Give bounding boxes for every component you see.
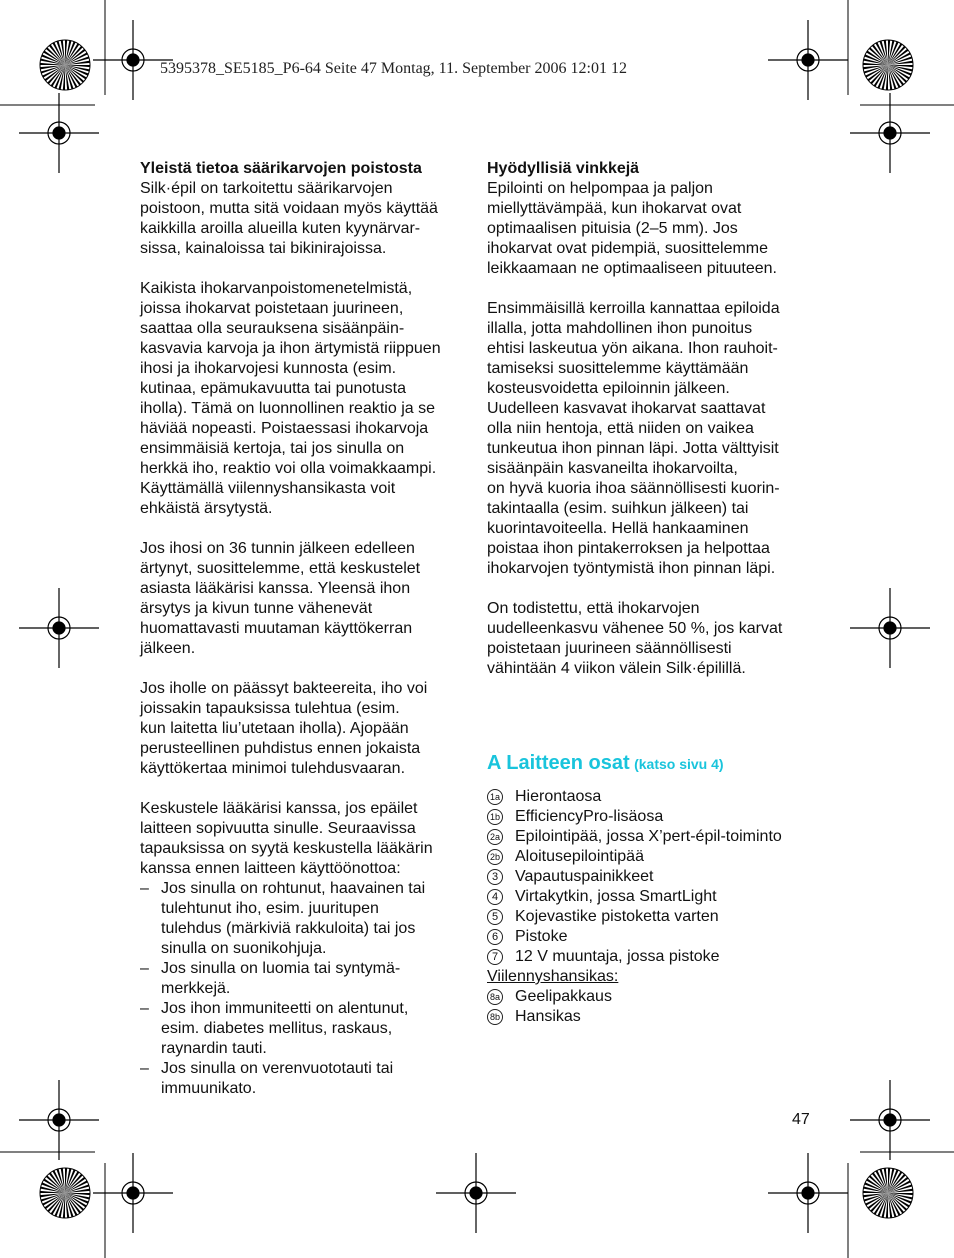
part-number-icon: 7: [487, 949, 503, 965]
bacteria-paragraph: Jos iholle on päässyt bakteereita, iho voi joissakin tapauksissa tulehtua (esim. kun laitetta liu’utetaan iholla). Ajopään perusteellinen puhdistus ennen jokaista käyttökertaa minimoi tulehdusvaaran.: [140, 680, 428, 777]
doctor-paragraph: Jos ihosi on 36 tunnin jälkeen edelleen ärtynyt, suosittelemme, että keskustelet asiasta lääkärisi kanssa. Yleensä ihon ärsytys ja kivun tunne vähenevät huomattavasti muutaman käyttökerran jälkeen.: [140, 540, 421, 657]
part-number-icon: 4: [487, 889, 503, 905]
tips-paragraph: Epilointi on helpompaa ja paljon miellyttävämpää, kun ihokarvat ovat optimaalisen pituisia (2–5 mm). Jos ihokarvat ovat pidempiä, suosittelemme leikkaamaan ne optimaaliseen pituuteen.: [487, 180, 777, 277]
registration-mark-icon: [850, 588, 930, 668]
part-number-icon: 8a: [487, 989, 503, 1005]
list-item: 7 12 V muuntaja, jossa pistoke: [487, 947, 782, 967]
part-number-icon: 1b: [487, 809, 503, 825]
part-number-icon: 8b: [487, 1009, 503, 1025]
cooling-glove-label: Viilennyshansikas:: [487, 968, 619, 985]
list-item: 8a Geelipakkaus: [487, 987, 782, 1007]
registration-mark-icon: [850, 1080, 930, 1160]
list-item: 4 Virtakytkin, jossa SmartLight: [487, 887, 782, 907]
registration-mark-icon: [436, 1153, 516, 1233]
regrowth-paragraph: On todistettu, että ihokarvojen uudelleenkasvu vähenee 50 %, jos karvat poistetaan juurineen säännöllisesti vähintään 4 viikon välein Silk·épilillä.: [487, 600, 783, 677]
list-item: 1b EfficiencyPro-lisäosa: [487, 807, 782, 827]
list-item: – Jos sinulla on luomia tai syntymä- merkkejä.: [140, 960, 401, 997]
list-item: 8b Hansikas: [487, 1007, 782, 1027]
parts-section-title: A Laitteen osat (katso sivu 4): [487, 752, 724, 774]
part-number-icon: 3: [487, 869, 503, 885]
list-item: 2b Aloitusepilointipää: [487, 847, 782, 867]
contraindication-list: [140, 879, 470, 1099]
part-number-icon: 6: [487, 929, 503, 945]
part-number-icon: 2b: [487, 849, 503, 865]
list-item: – Jos sinulla on verenvuototauti tai immuunikato.: [140, 1060, 394, 1097]
starburst-mark-icon: [863, 40, 913, 90]
right-column: [487, 159, 822, 699]
left-column: [140, 159, 470, 1099]
list-item: 5 Kojevastike pistoketta varten: [487, 907, 782, 927]
registration-mark-icon: [19, 1080, 99, 1160]
tips-heading: Hyödyllisiä vinkkejä: [487, 160, 640, 177]
starburst-mark-icon: [40, 1168, 90, 1218]
part-number-icon: 1a: [487, 789, 503, 805]
list-item: – Jos ihon immuniteetti on alentunut, esim. diabetes mellitus, raskaus, raynardin tauti.: [140, 1000, 409, 1057]
registration-mark-icon: [19, 588, 99, 668]
section-heading: Yleistä tietoa säärikarvojen poistosta: [140, 160, 422, 177]
list-item: – Jos sinulla on rohtunut, haavainen tai tulehtunut iho, esim. juuritupen tulehdus (märkiviä rakkuloita) tai jos sinulla on suonikohjuja.: [140, 880, 426, 957]
list-item: 1a Hierontaosa: [487, 787, 782, 807]
part-number-icon: 5: [487, 909, 503, 925]
part-number-icon: 2a: [487, 829, 503, 845]
print-header: 5395378_SE5185_P6-64 Seite 47 Montag, 11. September 2006 12:01 12: [160, 60, 627, 77]
list-item: 6 Pistoke: [487, 927, 782, 947]
intro-paragraph: Silk·épil on tarkoitettu säärikarvojen poistoon, mutta sitä voidaan myös käyttää kaikkilla aroilla alueilla kuten kyynärvar- sissa, kainaloissa tai bikinirajoissa.: [140, 180, 438, 257]
registration-mark-icon: [768, 20, 848, 100]
starburst-mark-icon: [40, 40, 90, 90]
consult-paragraph: Keskustele lääkärisi kanssa, jos epäilet laitteen sopivuutta sinulle. Seuraavissa tapauksissa on syytä keskustella lääkärin kanssa ennen laitteen käyttöönottoa:: [140, 800, 433, 877]
irritation-paragraph: Kaikista ihokarvanpoistomenetelmistä, joissa ihokarvat poistetaan juurineen, saattaa olla seurauksena sisäänpäin- kasvavia karvoja ja ihon ärtymistä riippuen ihosi ja ihokarvojesi kunnosta (esim. kutinaa, epämukavuutta tai punotusta iholla). Tämä on luonnollinen reaktio ja se häviää nopeasti. Poistaessasi ihokarvoja ensimmäisiä kertoja, tai jos sinulla on herkkä iho, reaktio voi olla voimakkaampi. Käyttämällä viilennyshansikasta voit ehkäistä ärsytystä.: [140, 280, 441, 517]
parts-list: [487, 787, 782, 1027]
page-number: 47: [792, 1111, 810, 1128]
registration-mark-icon: [768, 1153, 848, 1233]
list-item: 3 Vapautuspainikkeet: [487, 867, 782, 887]
starburst-mark-icon: [863, 1168, 913, 1218]
first-time-paragraph: Ensimmäisillä kerroilla kannattaa epiloida illalla, jotta mahdollinen ihon punoitus ehtisi laskeutua yön aikana. Ihon rauhoit- tamiseksi suosittelemme käyttämään kosteusvoidetta epiloinnin jälkeen. Uudelleen kasvavat ihokarvat saattavat olla niin hentoja, että niiden on vaikea tunkeutua ihon pinnan läpi. Jotta välttyisit sisäänpäin kasvaneilta ihokarvoilta, on hyvä kuoria ihoa säännöllisesti kuorin- takintaalla (esim. suihkun jälkeen) tai kuorintavoiteella. Hellä hankaaminen poistaa ihon pintakerroksen ja helpottaa ihokarvojen työntymistä ihon pinnan läpi.: [487, 300, 780, 577]
list-item: 2a Epilointipää, jossa X’pert-épil-toiminto: [487, 827, 782, 847]
